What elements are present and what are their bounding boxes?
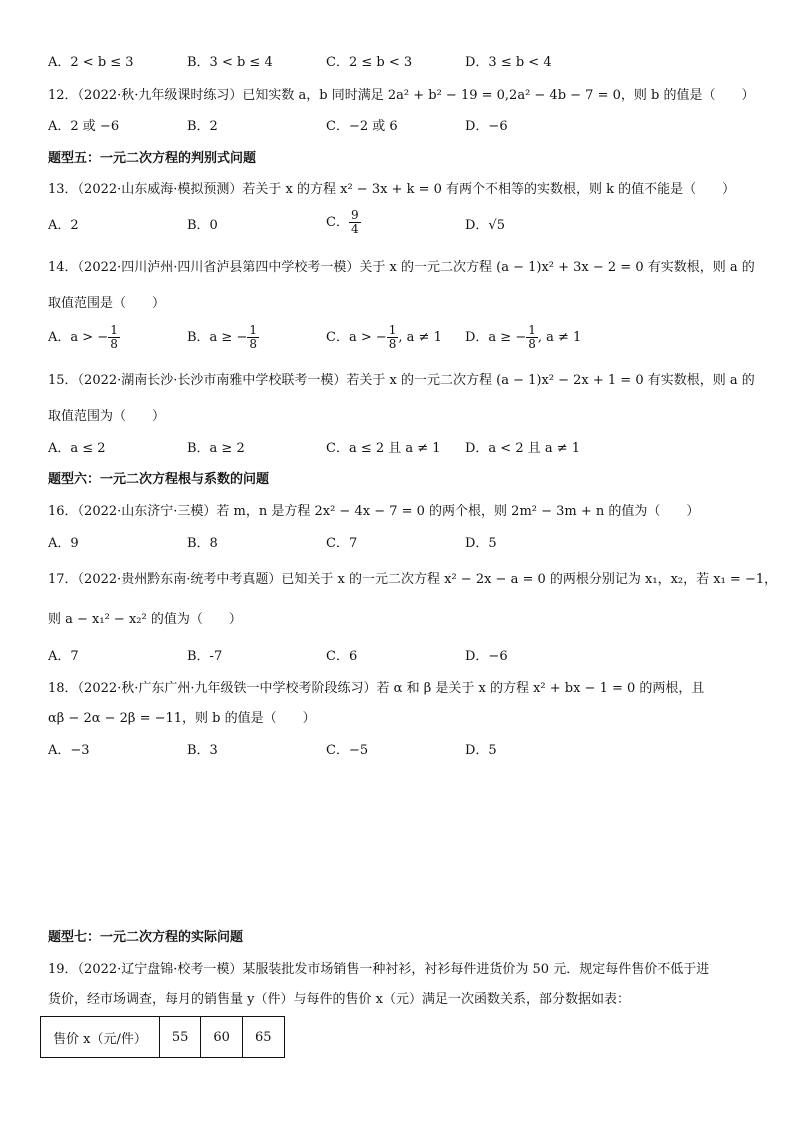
q12-stem: 12．（2022·秋·九年级课时练习）已知实数 a，b 同时满足 2a² + b² − 19 = 0,2a² − 4b − 7 = 0，则 b 的值是（ ） xyxy=(48,88,755,103)
q16-option-b[interactable]: B．8 xyxy=(187,536,218,551)
q18-stem-line1: 18．（2022·秋·广东广州·九年级铁一中学校考阶段练习）若 α 和 β 是关于 x 的方程 x² + bx − 1 = 0 的两根，且 xyxy=(48,681,705,696)
q17-stem-line2: 则 a − x₁² − x₂² 的值为（ ） xyxy=(48,612,242,627)
q17-option-a[interactable]: A．7 xyxy=(48,649,79,664)
q18-option-c[interactable]: C．−5 xyxy=(326,743,369,758)
q14-option-c-tail: , a ≠ 1 xyxy=(398,330,442,345)
q12-option-a[interactable]: A．2 或 −6 xyxy=(48,119,120,134)
q15-stem-line2: 取值范围为（ ） xyxy=(48,409,166,424)
q11-option-c[interactable]: C．2 ≤ b < 3 xyxy=(326,55,413,70)
price-table xyxy=(40,1016,285,1058)
q14-option-d-fraction xyxy=(526,324,538,351)
q14-option-a[interactable] xyxy=(48,324,120,351)
q14-option-b-label: B．a ≥ − xyxy=(187,330,248,345)
fraction-numerator: 9 xyxy=(350,208,359,222)
section-heading-7: 题型七：一元二次方程的实际问题 xyxy=(48,930,244,945)
q14-stem-line1: 14．（2022·四川泸州·四川省泸县第四中学校考一模）关于 x 的一元二次方程 (a − 1)x² + 3x − 2 = 0 有实数根，则 a 的 xyxy=(48,260,755,275)
q15-option-a[interactable]: A．a ≤ 2 xyxy=(48,441,106,456)
price-table-header: 售价 x（元/件） xyxy=(41,1017,160,1058)
table-row xyxy=(41,1017,285,1058)
q18-option-d[interactable]: D．5 xyxy=(465,743,497,758)
q12-option-c[interactable]: C．−2 或 6 xyxy=(326,119,398,134)
q13-option-d[interactable]: D．√5 xyxy=(465,218,505,233)
q12-option-b[interactable]: B．2 xyxy=(187,119,218,134)
q13-option-b[interactable]: B．0 xyxy=(187,218,218,233)
q15-option-d[interactable]: D．a < 2 且 a ≠ 1 xyxy=(465,441,581,456)
q13-option-c-label: C． xyxy=(326,215,349,230)
q11-option-d[interactable]: D．3 ≤ b < 4 xyxy=(465,55,552,70)
q14-option-c-fraction xyxy=(387,324,399,351)
q17-option-b[interactable]: B．-7 xyxy=(187,649,223,664)
q14-option-a-label: A．a > − xyxy=(48,330,109,345)
q18-option-b[interactable]: B．3 xyxy=(187,743,218,758)
q11-option-a[interactable]: A．2 < b ≤ 3 xyxy=(48,55,134,70)
q15-stem-line1: 15．（2022·湖南长沙·长沙市南雅中学校联考一模）若关于 x 的一元二次方程 (a − 1)x² − 2x + 1 = 0 有实数根，则 a 的 xyxy=(48,373,755,388)
q16-option-d[interactable]: D．5 xyxy=(465,536,497,551)
q13-option-c-fraction xyxy=(349,209,361,236)
fraction-numerator: 1 xyxy=(249,323,257,337)
fraction-denominator: 8 xyxy=(110,337,118,351)
q15-option-c[interactable]: C．a ≤ 2 且 a ≠ 1 xyxy=(326,441,441,456)
fraction-numerator: 1 xyxy=(110,323,118,337)
q14-option-b-fraction xyxy=(247,324,259,351)
price-table-cell: 65 xyxy=(242,1017,284,1058)
q14-stem-line2: 取值范围是（ ） xyxy=(48,296,166,311)
q18-stem-line2: αβ − 2α − 2β = −11，则 b 的值是（ ） xyxy=(48,711,316,726)
fraction-numerator: 1 xyxy=(528,323,536,337)
q13-option-a[interactable]: A．2 xyxy=(48,218,79,233)
fraction-denominator: 8 xyxy=(249,337,257,351)
q14-option-c[interactable] xyxy=(326,324,442,351)
q17-stem-line1: 17．（2022·贵州黔东南·统考中考真题）已知关于 x 的一元二次方程 x² − 2x − a = 0 的两根分别记为 x₁，x₂，若 x₁ = −1， xyxy=(48,572,778,587)
q16-option-a[interactable]: A．9 xyxy=(48,536,79,551)
fraction-numerator: 1 xyxy=(388,323,397,337)
q12-option-d[interactable]: D．−6 xyxy=(465,119,508,134)
q17-option-c[interactable]: C．6 xyxy=(326,649,358,664)
q13-stem: 13．（2022·山东威海·模拟预测）若关于 x 的方程 x² − 3x + k = 0 有两个不相等的实数根，则 k 的值不能是（ ） xyxy=(48,182,736,197)
q14-option-d-tail: , a ≠ 1 xyxy=(537,330,582,345)
section-heading-5: 题型五：一元二次方程的判别式问题 xyxy=(48,151,257,166)
q14-option-c-label: C．a > − xyxy=(326,330,387,345)
fraction-denominator: 8 xyxy=(528,337,536,351)
q19-stem-line1: 19．（2022·辽宁盘锦·校考一模）某服装批发市场销售一种衬衫，衬衫每件进货价为 50 元．规定每件售价不低于进 xyxy=(48,962,710,977)
q16-stem: 16．（2022·山东济宁·三模）若 m，n 是方程 2x² − 4x − 7 = 0 的两个根，则 2m² − 3m + n 的值为（ ） xyxy=(48,504,700,519)
q14-option-b[interactable] xyxy=(187,324,259,351)
q14-option-a-fraction xyxy=(108,324,120,351)
q15-option-b[interactable]: B．a ≥ 2 xyxy=(187,441,245,456)
q14-option-d-label: D．a ≥ − xyxy=(465,330,527,345)
q17-option-d[interactable]: D．−6 xyxy=(465,649,508,664)
q13-option-c[interactable] xyxy=(326,209,361,236)
fraction-denominator: 4 xyxy=(350,222,359,236)
price-table-cell: 55 xyxy=(159,1017,201,1058)
q14-option-d[interactable] xyxy=(465,324,581,351)
section-heading-6: 题型六：一元二次方程根与系数的问题 xyxy=(48,472,270,487)
fraction-denominator: 8 xyxy=(388,337,397,351)
price-table-cell: 60 xyxy=(201,1017,243,1058)
q18-option-a[interactable]: A．−3 xyxy=(48,743,90,758)
q11-option-b[interactable]: B．3 < b ≤ 4 xyxy=(187,55,273,70)
q19-stem-line2: 货价，经市场调查，每月的销售量 y（件）与每件的售价 x（元）满足一次函数关系，部分数据如表： xyxy=(48,992,630,1007)
q16-option-c[interactable]: C．7 xyxy=(326,536,358,551)
